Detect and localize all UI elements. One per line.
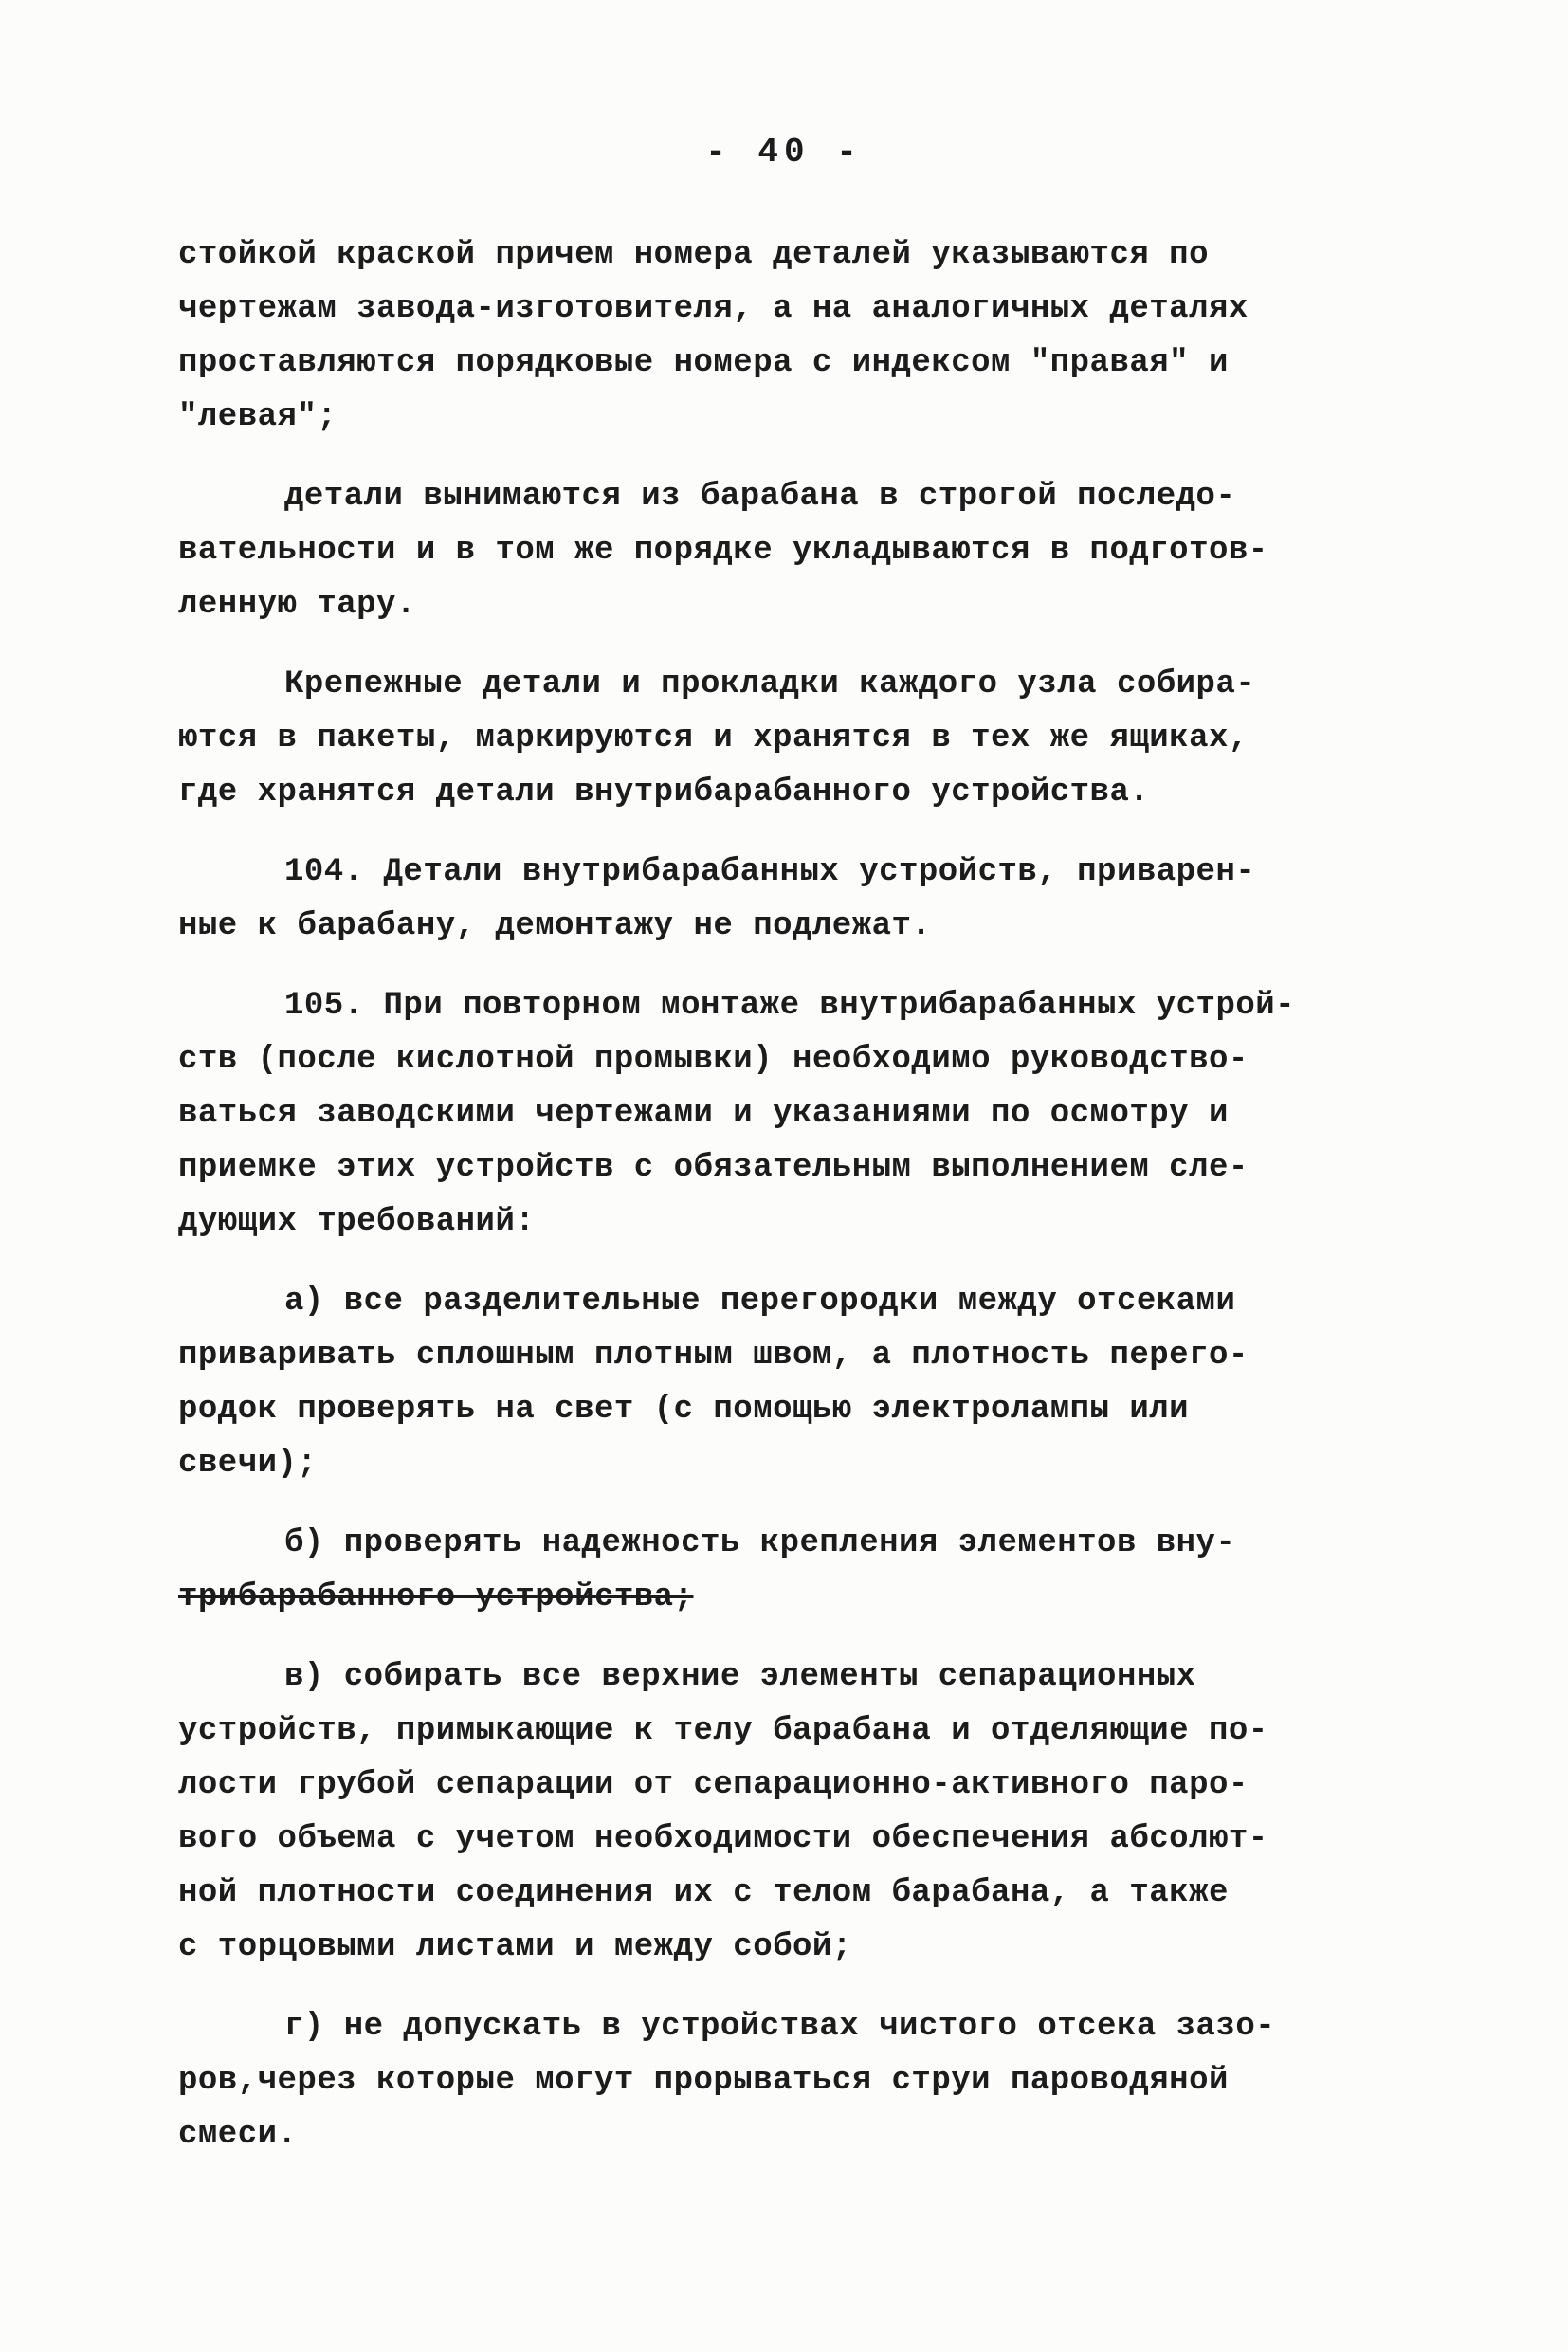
paragraph	[178, 658, 1411, 820]
text-line: ные к барабану, демонтажу не подлежат.	[178, 908, 932, 944]
text-line: стойкой краской причем номера деталей указываются по	[178, 237, 1209, 273]
text-line: б) проверять надежность крепления элементов вну-	[284, 1525, 1236, 1561]
text-line: с торцовыми листами и между собой;	[178, 1929, 852, 1965]
paragraph	[178, 2000, 1411, 2162]
text-line: приемке этих устройств с обязательным выполнением сле-	[178, 1150, 1249, 1186]
text-line: детали вынимаются из барабана в строгой последо-	[284, 479, 1236, 515]
paragraph	[178, 1275, 1411, 1491]
text-line: вательности и в том же порядке укладываются в подготов-	[178, 533, 1268, 569]
text-line: а) все разделительные перегородки между отсеками	[284, 1284, 1236, 1320]
paragraph	[178, 470, 1411, 632]
text-line: свечи);	[178, 1446, 318, 1482]
text-line: в) собирать все верхние элементы сепарационных	[284, 1659, 1196, 1695]
text-line: "левая";	[178, 399, 337, 435]
text-line: Крепежные детали и прокладки каждого узла собира-	[284, 666, 1256, 702]
text-line: 105. При повторном монтаже внутрибарабанных устрой-	[284, 988, 1296, 1024]
text-line: ются в пакеты, маркируются и хранятся в тех же ящиках,	[178, 720, 1249, 757]
text-line: приваривать сплошным плотным швом, а плотность перего-	[178, 1338, 1249, 1374]
text-line: чертежам завода-изготовителя, а на аналогичных деталях	[178, 291, 1249, 327]
page-number: - 40 -	[705, 133, 863, 172]
text-line: ров,через которые могут прорываться струи пароводяной	[178, 2063, 1229, 2099]
paragraph	[178, 1517, 1411, 1625]
text-line: лости грубой сепарации от сепарационно-активного паро-	[178, 1767, 1249, 1803]
paragraph	[178, 1650, 1411, 1975]
text-line: ной плотности соединения их с телом барабана, а также	[178, 1875, 1229, 1911]
text-line: 104. Детали внутрибарабанных устройств, приварен-	[284, 854, 1256, 890]
text-line: дующих требований:	[178, 1204, 536, 1240]
text-line: родок проверять на свет (с помощью электролампы или	[178, 1392, 1190, 1428]
text-line: г) не допускать в устройствах чистого отсека зазо-	[284, 2009, 1276, 2045]
text-line: вого объема с учетом необходимости обеспечения абсолют-	[178, 1821, 1268, 1857]
paragraph	[178, 979, 1411, 1249]
text-line: ств (после кислотной промывки) необходимо руководство-	[178, 1042, 1249, 1078]
text-line: где хранятся детали внутрибарабанного устройства.	[178, 775, 1150, 811]
text-line: ленную тару.	[178, 587, 416, 623]
paragraph	[178, 846, 1411, 954]
text-line: проставляются порядковые номера с индексом "правая" и	[178, 345, 1229, 381]
paragraph	[178, 228, 1411, 445]
struck-text-line: трибарабанного устройства;	[178, 1579, 694, 1615]
text-line: смеси.	[178, 2117, 298, 2153]
text-line: ваться заводскими чертежами и указаниями по осмотру и	[178, 1096, 1229, 1132]
document-body	[178, 228, 1411, 2162]
text-line: устройств, примыкающие к телу барабана и отделяющие по-	[178, 1713, 1268, 1749]
